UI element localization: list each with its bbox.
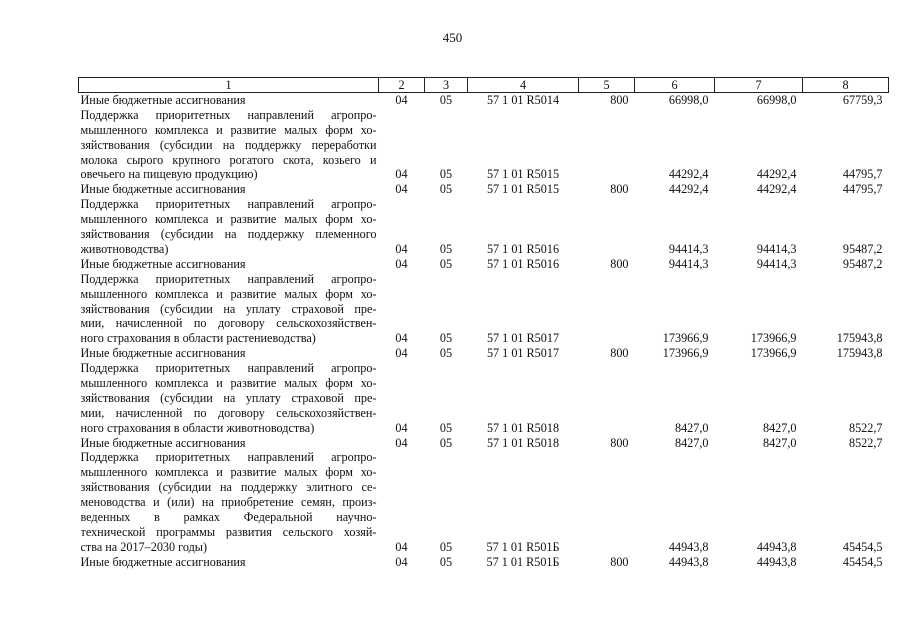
target-article-code: 57 1 01 R5018 [486,435,560,450]
subsection-code: 05 [439,331,453,346]
amount-year-2: 44292,4 [756,182,797,197]
row-name [79,182,379,197]
row-name [79,257,379,272]
row-name-line: Поддержка приоритетных направлений агропро- [80,361,377,376]
amount-year-3: 175943,8 [836,331,883,346]
row-name-line: мышленного комплекса и развитие малых форм хо- [80,122,377,137]
amount-year-3: 44795,7 [842,167,883,182]
row-name-line: технической программы развития сельского хозяй- [80,524,377,539]
row-name [79,272,379,346]
row-name [79,361,379,435]
amount-year-2: 8427,0 [762,435,797,450]
table-row [79,182,889,197]
expense-type-code: 800 [610,554,629,569]
row-name [79,436,379,451]
row-name-line: мышленного комплекса и развитие малых форм хо- [80,212,377,227]
row-name-line: ного страхования в области растениеводства) [80,331,316,346]
target-article-code: 57 1 01 R5015 [486,182,560,197]
header-col-5: 5 [579,78,635,93]
amount-year-3: 44795,7 [842,182,883,197]
row-name-line: мышленного комплекса и развитие малых форм хо- [80,465,377,480]
expense-type-code: 800 [610,435,629,450]
expense-type-code [579,450,635,554]
header-col-1: 1 [79,78,379,93]
amount-year-1: 94414,3 [668,241,709,256]
expense-type-code: 800 [610,182,629,197]
amount-year-3: 45454,5 [842,554,883,569]
section-code: 04 [395,346,408,361]
target-article-code: 57 1 01 R5018 [486,420,560,435]
row-name-line: Иные бюджетные ассигнования [80,182,246,197]
amount-year-1: 44292,4 [668,167,709,182]
subsection-code: 05 [439,93,453,107]
row-name-line: мии, начисленной по договору сельскохозяйствен- [80,405,377,420]
header-col-6: 6 [635,78,715,93]
subsection-code: 05 [439,182,453,197]
subsection-code: 05 [439,167,453,182]
amount-year-2: 94414,3 [756,241,797,256]
amount-year-3: 45454,5 [842,539,883,554]
row-name-line: молока сырого крупного рогатого скота, козьего и [80,152,377,167]
amount-year-1: 173966,9 [662,346,709,361]
expense-type-code [579,272,635,346]
target-article-code: 57 1 01 R5016 [486,241,560,256]
table-body [79,93,889,570]
subsection-code: 05 [439,241,453,256]
expense-type-code [579,197,635,257]
amount-year-1: 66998,0 [668,93,709,107]
header-col-8: 8 [803,78,889,93]
section-code: 04 [395,539,408,554]
expense-type-code [579,108,635,182]
row-name-line: Поддержка приоритетных направлений агропро- [80,197,377,212]
row-name [79,555,379,570]
table-header [79,78,889,93]
header-col-7: 7 [715,78,803,93]
row-name-line: Поддержка приоритетных направлений агропро- [80,107,377,122]
amount-year-2: 94414,3 [756,256,797,271]
table-row [79,555,889,570]
row-name [79,450,379,554]
section-code: 04 [395,554,408,569]
row-name-line: мышленного комплекса и развитие малых форм хо- [80,375,377,390]
amount-year-3: 95487,2 [842,256,883,271]
amount-year-2: 173966,9 [750,346,797,361]
section-code: 04 [395,167,408,182]
table-row [79,257,889,272]
subsection-code: 05 [439,539,453,554]
row-name-line: Иные бюджетные ассигнования [80,256,246,271]
amount-year-2: 44943,8 [756,554,797,569]
target-article-code: 57 1 01 R5015 [486,167,560,182]
row-name-line: ного страхования в области животноводства) [80,420,315,435]
row-name-line: Иные бюджетные ассигнования [80,346,246,361]
amount-year-1: 94414,3 [668,256,709,271]
amount-year-2: 8427,0 [762,420,797,435]
table-row [79,361,889,435]
expense-type-code [579,361,635,435]
target-article-code: 57 1 01 R5016 [486,256,560,271]
row-name-line: Поддержка приоритетных направлений агропро- [80,271,377,286]
row-name-line: меноводства и (или) на приобретение семян, произ- [80,495,377,510]
target-article-code: 57 1 01 R501Б [486,539,560,554]
amount-year-3: 67759,3 [842,93,883,107]
row-name-line: мии, начисленной по договору сельскохозяйствен- [80,316,377,331]
subsection-code: 05 [439,346,453,361]
section-code: 04 [395,331,408,346]
amount-year-1: 44943,8 [668,539,709,554]
table-row [79,436,889,451]
target-article-code: 57 1 01 R5014 [486,93,560,107]
amount-year-3: 8522,7 [848,420,883,435]
expense-type-code: 800 [610,346,629,361]
page-number: 450 [442,30,463,45]
table-row [79,93,889,108]
amount-year-3: 95487,2 [842,241,883,256]
row-name-line: зяйствования (субсидии на поддержку переработки [80,137,377,152]
expense-type-code: 800 [610,93,629,107]
table-row [79,450,889,554]
table-row [79,272,889,346]
header-col-2: 2 [379,78,425,93]
header-col-4: 4 [468,78,579,93]
subsection-code: 05 [439,420,453,435]
table-row [79,197,889,257]
row-name-line: мышленного комплекса и развитие малых форм хо- [80,286,377,301]
amount-year-2: 66998,0 [756,93,797,107]
row-name-line: ства на 2017–2030 годы) [80,539,208,554]
section-code: 04 [395,256,408,271]
amount-year-1: 173966,9 [662,331,709,346]
row-name-line: зяйствования (субсидии на уплату страховой пре- [80,390,377,405]
target-article-code: 57 1 01 R5017 [486,331,560,346]
subsection-code: 05 [439,554,453,569]
amount-year-2: 44292,4 [756,167,797,182]
amount-year-2: 44943,8 [756,539,797,554]
amount-year-2: 173966,9 [750,331,797,346]
row-name-line: зяйствования (субсидии на поддержку элитного се- [80,480,377,495]
section-code: 04 [395,435,408,450]
header-row [79,78,889,93]
budget-table [78,77,889,570]
row-name [79,93,379,108]
row-name [79,108,379,182]
row-name-line: Иные бюджетные ассигнования [80,554,246,569]
target-article-code: 57 1 01 R501Б [486,554,560,569]
target-article-code: 57 1 01 R5017 [486,346,560,361]
header-col-3: 3 [425,78,468,93]
section-code: 04 [395,182,408,197]
section-code: 04 [395,420,408,435]
row-name-line: Поддержка приоритетных направлений агропро- [80,450,377,465]
section-code: 04 [395,241,408,256]
subsection-code: 05 [439,435,453,450]
amount-year-1: 44292,4 [668,182,709,197]
amount-year-3: 8522,7 [848,435,883,450]
row-name [79,346,379,361]
row-name-line: овечьего на пищевую продукцию) [80,167,258,182]
amount-year-1: 8427,0 [674,420,709,435]
row-name-line: Иные бюджетные ассигнования [80,93,246,108]
amount-year-1: 44943,8 [668,554,709,569]
row-name-line: животноводства) [80,241,169,256]
amount-year-1: 8427,0 [674,435,709,450]
expense-type-code: 800 [610,256,629,271]
row-name [79,197,379,257]
amount-year-3: 175943,8 [836,346,883,361]
section-code: 04 [395,93,408,107]
row-name-line: Иные бюджетные ассигнования [80,435,246,450]
table-row [79,108,889,182]
row-name-line: зяйствования (субсидии на поддержку племенного [80,227,377,242]
table-row [79,346,889,361]
subsection-code: 05 [439,256,453,271]
row-name-line: веденных в рамках Федеральной научно- [80,510,377,525]
row-name-line: зяйствования (субсидии на уплату страховой пре- [80,301,377,316]
